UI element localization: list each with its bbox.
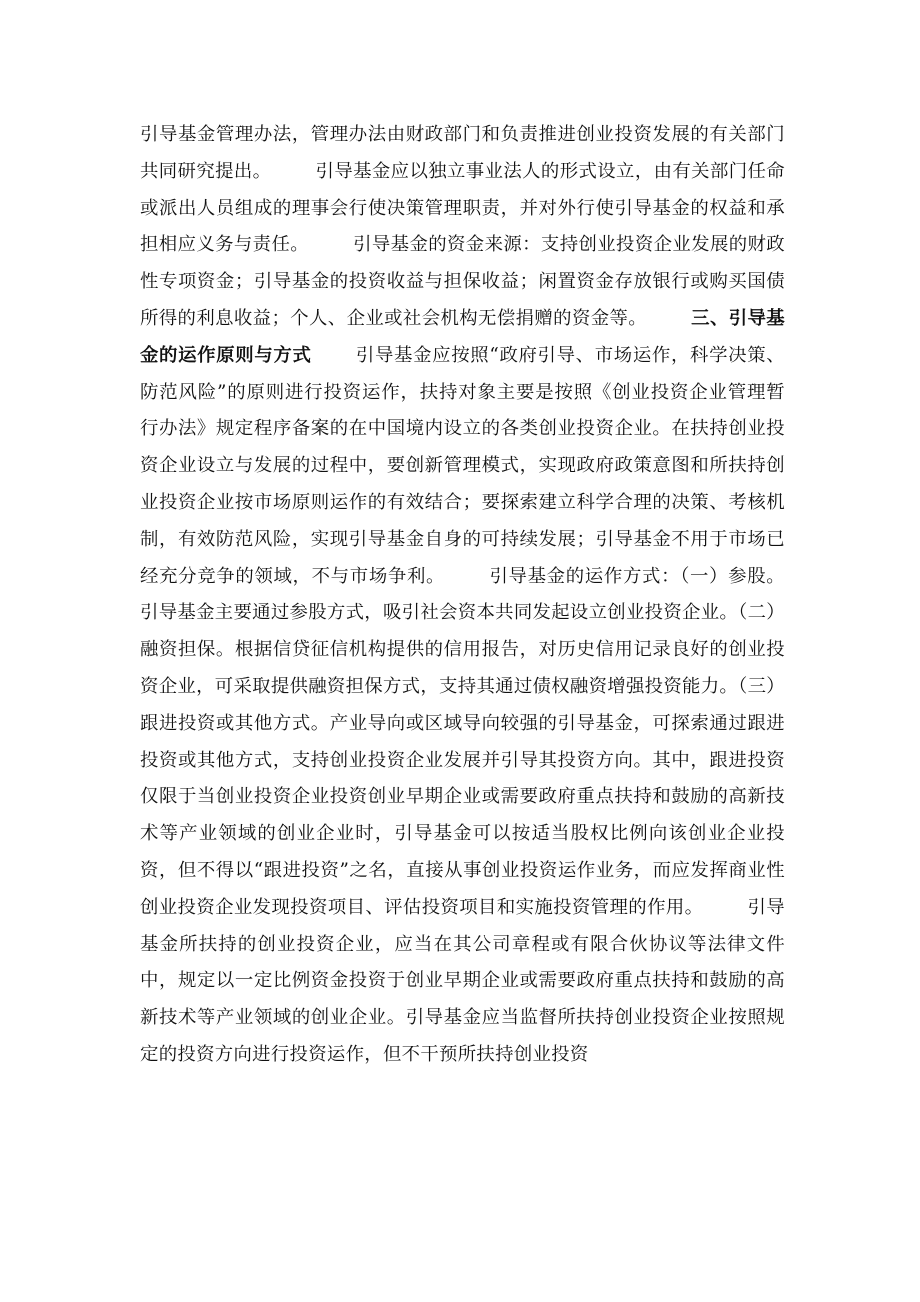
- paragraph-operating-principles: 引导基金应按照“政府引导、市场运作，科学决策、防范风险”的原则进行投资运作，扶持对象主要是按照《创业投资企业管理暂行办法》规定程序备案的在中国境内设立的各类创业投资企业。在扶持创业投资企业设立与发展的过程中，要创新管理模式，实现政府政策意图和所扶持创业投资企业按市场原则运作的有效结合；要探索建立科学合理的决策、考核机制，有效防范风险，实现引导基金自身的可持续发展；引导基金不用于市场已经充分竞争的领域，不与市场争利。: [140, 344, 785, 587]
- document-body: [140, 117, 785, 1074]
- section-heading: 三、引导基金的运作原则与方式: [140, 307, 785, 366]
- paragraph-management-measures: 引导基金管理办法，管理办法由财政部门和负责推进创业投资发展的有关部门共同研究提出。: [140, 124, 785, 182]
- paragraph-legal-entity: 引导基金应以独立事业法人的形式设立，由有关部门任命或派出人员组成的理事会行使决策管理职责，并对外行使引导基金的权益和承担相应义务与责任。: [140, 160, 785, 256]
- paragraph-operating-methods: 引导基金的运作方式：（一）参股。引导基金主要通过参股方式，吸引社会资本共同发起设立创业投资企业。（二）融资担保。根据信贷征信机构提供的信用报告，对历史信用记录良好的创业投资企业，可采取提供融资担保方式，支持其通过债权融资增强投资能力。（三）跟进投资或其他方式。产业导向或区域导向较强的引导基金，可探索通过跟进投资或其他方式，支持创业投资企业发展并引导其投资方向。其中，跟进投资仅限于当创业投资企业投资创业早期企业或需要政府重点扶持和鼓励的高新技术等产业领域的创业企业时，引导基金可以按适当股权比例向该创业企业投资，但不得以“跟进投资”之名，直接从事创业投资运作业务，而应发挥商业性创业投资企业发现投资项目、评估投资项目和实施投资管理的作用。: [140, 565, 785, 918]
- paragraph-fund-sources: 引导基金的资金来源：支持创业投资企业发展的财政性专项资金；引导基金的投资收益与担保收益；闲置资金存放银行或购买国债所得的利息收益；个人、企业或社会机构无偿捐赠的资金等。: [140, 234, 785, 329]
- paragraph-supported-enterprises: 引导基金所扶持的创业投资企业，应当在其公司章程或有限合伙协议等法律文件中，规定以一定比例资金投资于创业早期企业或需要政府重点扶持和鼓励的高新技术等产业领域的创业企业。引导基金应当监督所扶持创业投资企业按照规定的投资方向进行投资运作，但不干预所扶持创业投资: [140, 896, 785, 1065]
